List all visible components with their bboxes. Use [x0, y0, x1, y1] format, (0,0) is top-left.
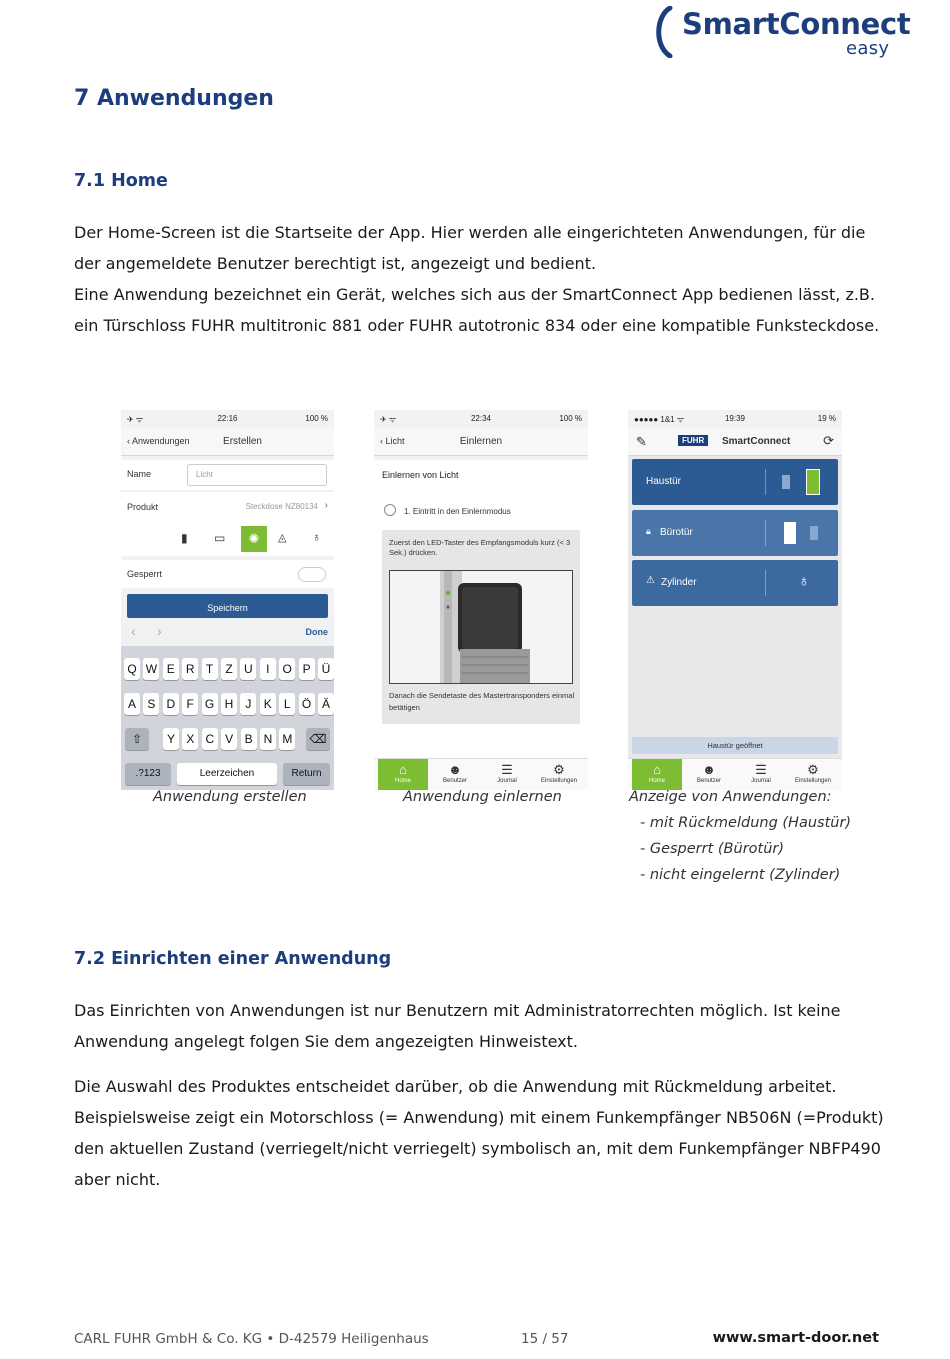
refresh-icon[interactable]: ⟳	[823, 433, 834, 448]
status-bar	[374, 410, 588, 428]
keyboard-key[interactable]: P	[299, 658, 315, 680]
nav-title: Einlernen	[459, 436, 503, 447]
gear-icon: ⚙	[807, 762, 819, 777]
product-label: Produkt	[127, 502, 159, 512]
tab-settings[interactable]: ⚙ Einstellungen	[788, 759, 838, 790]
screenshot-home-applications	[628, 410, 842, 790]
garage-icon[interactable]: ▭	[214, 531, 226, 545]
keyboard-key[interactable]: Ü	[318, 658, 334, 680]
logo-bracket-icon	[648, 6, 678, 58]
keyboard-key[interactable]: Z	[221, 658, 237, 680]
text-line: Die Auswahl des Produktes entscheidet darüber, ob die Anwendung mit Rückmeldung arbeitet.	[74, 1077, 837, 1096]
text-line: Beispielsweise zeigt ein Motorschloss (= Anwendung) mit einem Funkempfänger NB506N (=Produkt)	[74, 1108, 884, 1127]
section-heading-setup: 7.2 Einrichten einer Anwendung	[74, 949, 392, 969]
keyboard-key[interactable]: W	[143, 658, 159, 680]
bulb-icon[interactable]: ♁	[312, 530, 321, 544]
setup-paragraph-1	[74, 995, 889, 1057]
nav-bar	[121, 428, 334, 456]
back-button[interactable]: ‹ Licht	[380, 436, 405, 446]
logo-sub: easy	[846, 38, 890, 59]
step-label: 1. Eintritt in den Einlernmodus	[404, 507, 511, 516]
keyboard-key[interactable]: Q	[124, 658, 140, 680]
keyboard-key[interactable]: D	[163, 693, 179, 715]
text-line: aber nicht.	[74, 1170, 161, 1189]
text-line: Eine Anwendung bezeichnet ein Gerät, welches sich aus der SmartConnect App bedienen lässt, z.B.	[74, 285, 875, 304]
home-icon: ⌂	[399, 762, 407, 777]
footer-url-link[interactable]: www.smart-door.net	[712, 1330, 879, 1346]
prev-field-icon[interactable]: ‹	[131, 623, 136, 639]
tab-bar	[374, 758, 588, 790]
step-spinner-icon	[384, 504, 396, 516]
status-battery: 100 %	[559, 414, 582, 423]
status-icons: ✈ ᯤ	[380, 415, 397, 424]
return-key[interactable]: Return	[283, 763, 330, 785]
keyboard-key[interactable]: H	[221, 693, 237, 715]
nav-bar	[374, 428, 588, 456]
keyboard-key[interactable]: O	[279, 658, 295, 680]
keyboard-key[interactable]: E	[163, 658, 179, 680]
keyboard-key[interactable]: Y	[163, 728, 179, 750]
tab-home[interactable]: ⌂ Home	[378, 759, 428, 790]
caption-display: Anzeige von Anwendungen:	[629, 789, 832, 805]
keyboard-key[interactable]: V	[221, 728, 237, 750]
locked-row	[121, 560, 334, 588]
status-time: 19:39	[724, 414, 746, 423]
status-time: 22:34	[470, 414, 492, 423]
keyboard-toolbar	[121, 618, 334, 646]
nav-title: Erstellen	[223, 436, 262, 447]
receiver-module-image	[390, 571, 573, 684]
tile-label: Zylinder	[661, 577, 697, 588]
status-bar	[121, 410, 334, 428]
name-label: Name	[127, 469, 152, 479]
keyboard-key[interactable]: G	[202, 693, 218, 715]
list-icon: ☰	[501, 762, 513, 777]
keyboard-key[interactable]: A	[124, 693, 140, 715]
fuhr-badge: FUHR	[678, 435, 708, 446]
warning-icon: ⚠	[646, 575, 655, 586]
tab-users[interactable]: ☻ Benutzer	[430, 759, 480, 790]
status-icons: ✈ ᯤ	[127, 415, 144, 424]
screenshot-create-application	[121, 410, 334, 790]
keyboard-key[interactable]: C	[202, 728, 218, 750]
text-line: der angemeldete Benutzer berechtigt ist, angezeigt und bedient.	[74, 254, 597, 273]
door-icon[interactable]: ▮	[181, 531, 188, 545]
footer-company: CARL FUHR GmbH & Co. KG • D-42579 Heiligenhaus	[74, 1331, 429, 1347]
gear-icon: ⚙	[553, 762, 565, 777]
keyboard-key[interactable]: M	[279, 728, 295, 750]
space-key[interactable]: Leerzeichen	[177, 763, 277, 785]
number-key[interactable]: .?123	[125, 763, 171, 785]
tile-label: Bürotür	[660, 527, 693, 538]
tab-home[interactable]: ⌂ Home	[632, 759, 682, 790]
next-field-icon[interactable]: ›	[157, 623, 162, 639]
tab-settings[interactable]: ⚙ Einstellungen	[534, 759, 584, 790]
name-input[interactable]: Licht	[187, 464, 327, 486]
receiver-photo	[389, 570, 573, 684]
tile-zylinder[interactable]	[632, 560, 838, 606]
product-value: Steckdose NZ80134	[245, 502, 318, 511]
keyboard-key[interactable]: Ö	[299, 693, 315, 715]
text-line: Das Einrichten von Anwendungen ist nur Benutzern mit Administratorrechten möglich. Ist keine	[74, 1001, 841, 1020]
keyboard-key[interactable]: J	[240, 693, 256, 715]
nav-bar	[628, 428, 842, 456]
tile-area	[628, 456, 842, 758]
back-button[interactable]: ‹ Anwendungen	[127, 436, 190, 446]
keyboard-key[interactable]: R	[182, 658, 198, 680]
door-open-icon	[810, 526, 818, 540]
keyboard-key[interactable]: T	[202, 658, 218, 680]
status-battery: 19 %	[817, 414, 836, 423]
keyboard-key[interactable]: N	[260, 728, 276, 750]
tile-haustuer[interactable]	[632, 459, 838, 505]
tab-journal[interactable]: ☰ Journal	[736, 759, 786, 790]
text-line: Anwendung angelegt folgen Sie dem angezeigten Hinweistext.	[74, 1032, 579, 1051]
product-row[interactable]	[121, 492, 334, 522]
tab-bar	[628, 758, 842, 790]
instruction-top: Zuerst den LED-Taster des Empfangsmoduls kurz (< 3 Sek.) drücken.	[389, 538, 571, 557]
instruction-bottom: Danach die Sendetaste des Mastertransponders einmal betätigen	[389, 691, 575, 712]
tab-users[interactable]: ☻ Benutzer	[684, 759, 734, 790]
shift-key[interactable]: ⇧	[125, 728, 149, 750]
status-battery: 100 %	[305, 414, 328, 423]
chapter-heading: 7 Anwendungen	[74, 86, 274, 111]
footer-page-number: 15 / 57	[521, 1331, 569, 1347]
section-heading-home: 7.1 Home	[74, 171, 168, 191]
edit-icon[interactable]: ✎	[636, 434, 647, 449]
keyboard-key[interactable]: K	[260, 693, 276, 715]
text-line: den aktuellen Zustand (verriegelt/nicht verriegelt) symbolisch an, mit dem Funkempfänger NBFP490	[74, 1139, 881, 1158]
list-icon: ☰	[755, 762, 767, 777]
learn-heading: Einlernen von Licht	[382, 470, 459, 480]
setup-paragraph-2	[74, 1071, 889, 1195]
bulb-icon: ♁	[798, 573, 810, 590]
caption-item: - Gesperrt (Bürotür)	[640, 841, 785, 857]
keyboard	[121, 618, 334, 790]
locked-toggle[interactable]	[298, 567, 326, 582]
door-open-icon	[806, 469, 820, 495]
status-bar	[628, 410, 842, 428]
nav-title: SmartConnect	[722, 436, 791, 447]
chevron-right-icon: ›	[324, 500, 328, 511]
save-button[interactable]: Speichern	[127, 594, 328, 618]
user-icon: ☻	[702, 762, 716, 777]
learn-panel	[374, 460, 588, 760]
keyboard-key[interactable]: U	[240, 658, 256, 680]
done-button[interactable]: Done	[305, 627, 328, 637]
tile-buerotuer[interactable]	[632, 510, 838, 556]
screenshot-learn-application	[374, 410, 588, 790]
caption-learn: Anwendung einlernen	[403, 789, 562, 805]
tile-label: Haustür	[646, 476, 682, 487]
text-line: ein Türschloss FUHR multitronic 881 oder FUHR autotronic 834 oder eine kompatible Funksteckdose.	[74, 316, 880, 335]
icon-picker-row	[121, 522, 334, 556]
tab-journal[interactable]: ☰ Journal	[482, 759, 532, 790]
name-row	[121, 460, 334, 490]
keyboard-key[interactable]: S	[143, 693, 159, 715]
keyboard-key[interactable]: B	[241, 728, 257, 750]
logo-brand: SmartConnect	[682, 7, 911, 41]
instruction-box	[382, 530, 580, 724]
home-paragraph	[74, 217, 889, 341]
keyboard-key[interactable]: Ä	[318, 693, 334, 715]
keyboard-key[interactable]: L	[279, 693, 295, 715]
backspace-key[interactable]: ⌫	[306, 728, 330, 750]
keyboard-key[interactable]: I	[260, 658, 276, 680]
caption-item: - mit Rückmeldung (Haustür)	[640, 815, 852, 831]
alarm-icon[interactable]: ◬	[278, 532, 287, 544]
lightbulb-icon[interactable]: ✺	[241, 526, 267, 552]
door-closed-icon	[782, 475, 790, 489]
lock-icon: 🔒︎	[646, 526, 651, 536]
caption-item: - nicht eingelernt (Zylinder)	[640, 867, 841, 883]
caption-create: Anwendung erstellen	[153, 789, 307, 805]
door-closed-icon	[784, 522, 796, 544]
home-icon: ⌂	[653, 762, 661, 777]
locked-label: Gesperrt	[127, 569, 163, 579]
status-icons: ●●●●● 1&1 ᯤ	[634, 415, 685, 424]
text-line: Der Home-Screen ist die Startseite der App. Hier werden alle eingerichteten Anwendungen, für die	[74, 223, 866, 242]
status-time: 22:16	[217, 414, 238, 423]
user-icon: ☻	[448, 762, 462, 777]
status-message: Haustür geöffnet	[632, 737, 838, 754]
keyboard-key[interactable]: F	[182, 693, 198, 715]
keyboard-key[interactable]: X	[182, 728, 198, 750]
